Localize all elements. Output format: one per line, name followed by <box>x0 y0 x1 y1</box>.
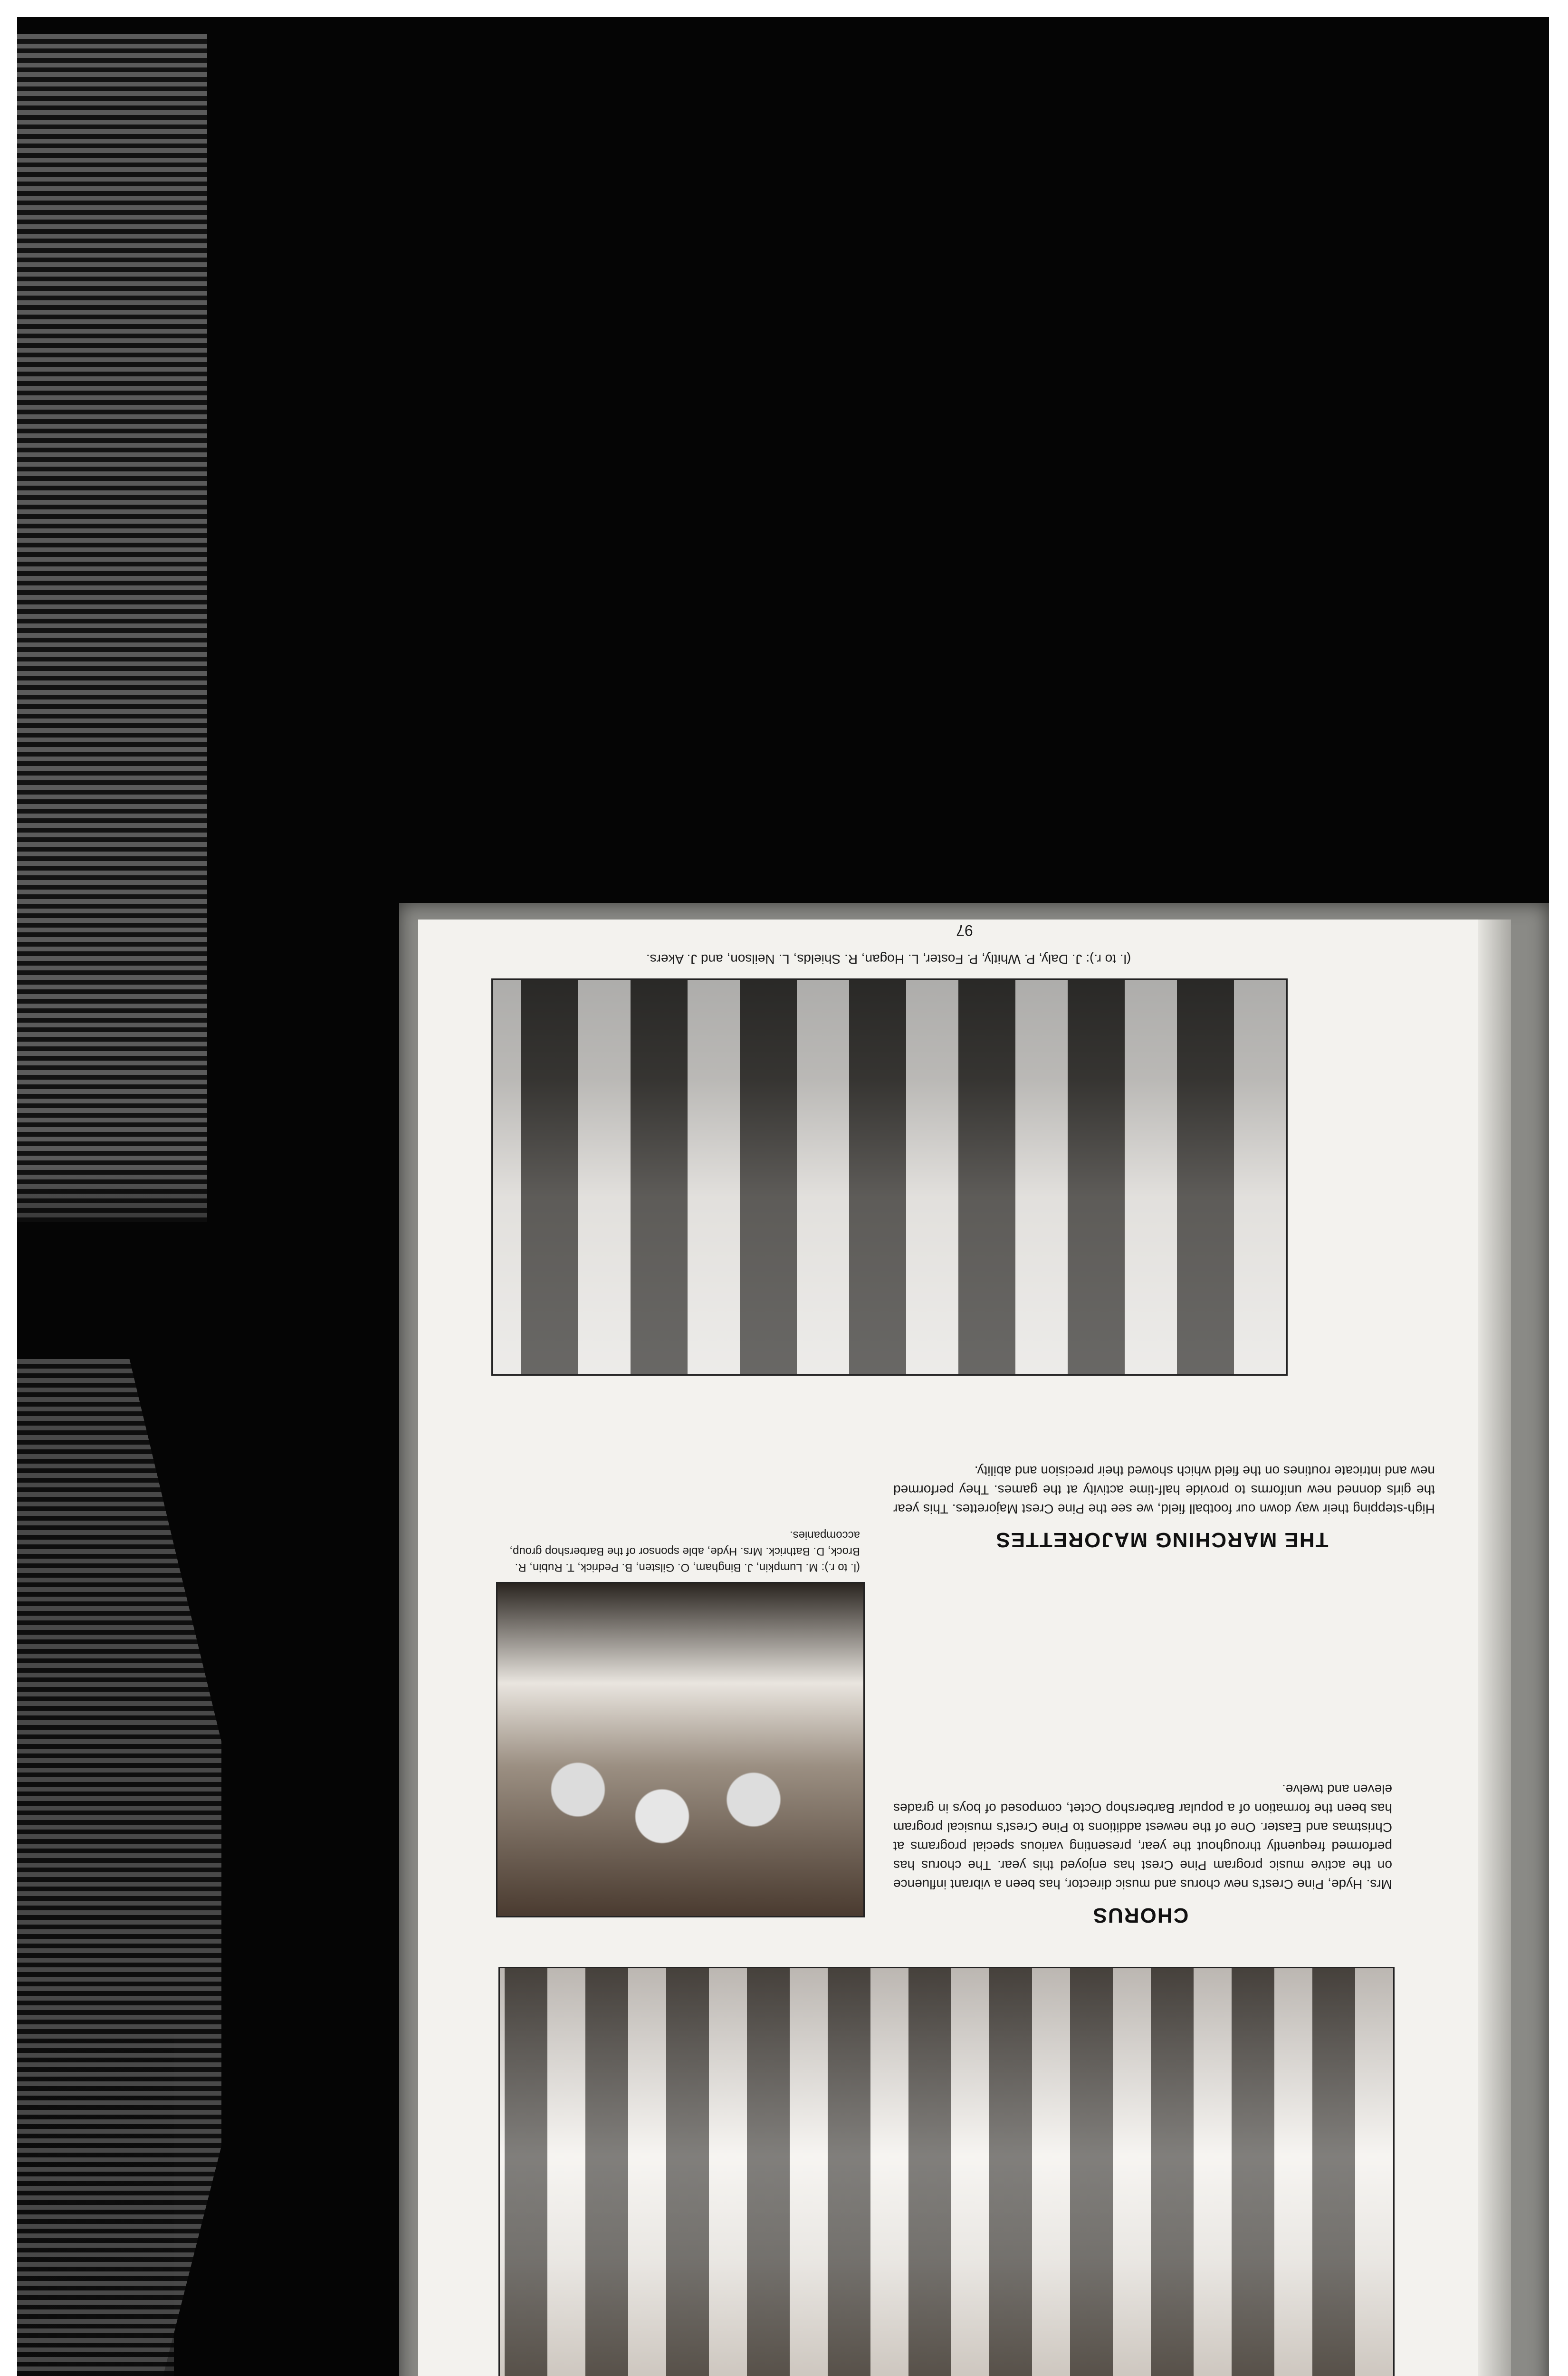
page-number: 97 <box>956 922 973 939</box>
scanner-streak-bottom-lower <box>17 2034 174 2376</box>
barbershop-caption: (l. to r.): M. Lumpkin, J. Bingham, O. Gilsten, B. Pedrick, T. Rubin, R. Brock, D. Bathrick. Mrs. Hyde, able sponsor of the Barbershop group, accompanies. <box>509 1529 860 1574</box>
chorus-body-text: Mrs. Hyde, Pine Crest's new chorus and music director, has been a vibrant influence on the active music program Pine Crest has enjoyed this year. The chorus has performed frequently throughout the year, presenting various special programs at Christmas and Easter. One of the newest additions to Pine Crest's musical program has been the formation of a popular Barbershop Octet, composed of boys in grades eleven and twelve. <box>893 1782 1392 1892</box>
barbershop-octet-photo <box>496 1582 865 1917</box>
majorettes-photo <box>491 978 1288 1376</box>
chorus-group-photo <box>498 1967 1395 2376</box>
chorus-heading: CHORUS <box>1092 1904 1189 1927</box>
scanner-streak-top <box>17 34 207 1222</box>
majorettes-heading: THE MARCHING MAJORETTES <box>995 1528 1329 1552</box>
page-content-rotated <box>418 920 1511 2376</box>
scanner-streak-fade <box>17 1164 207 1307</box>
yearbook-page <box>418 920 1511 2376</box>
majorettes-body-text: High-stepping their way down our football field, we see the Pine Crest Majorettes. This year the girls donned new uniforms to provide half-time activity at the games. They performed new and intricate routines on the field which showed their precision and ability. <box>893 1464 1435 1516</box>
majorettes-caption: (l. to r.): J. Daly, P. Whitly, P. Foster, L. Hogan, R. Shields, L. Neilson, and J. Akers. <box>646 952 1131 967</box>
